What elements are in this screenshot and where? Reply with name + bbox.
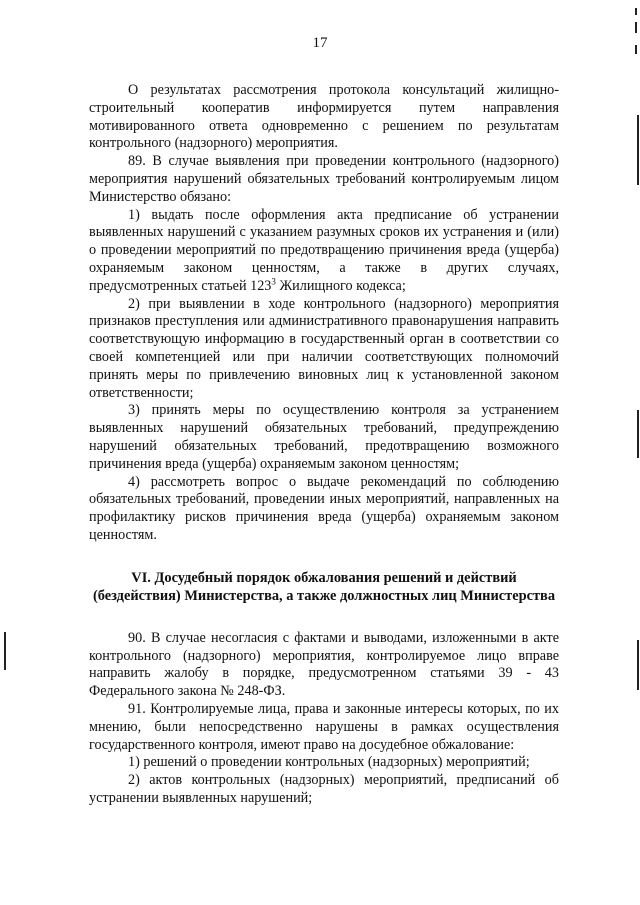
paragraph-89-item-1 [89,207,559,296]
section-heading: VI. Досудебный порядок обжалования решений и действий (бездействия) Министерства, а также должностных лиц Министерства [92,569,556,605]
document-body [89,82,559,808]
paragraph-89-item-1-text: 1) выдать после оформления акта предписание об устранении выявленных нарушений с указанием разумных сроков их устранения и (или) о проведении мероприятий по предотвращению причинения вреда (ущерба) охраняемым законом ценностям, а также в других случаях, предусмотренных статьей 123 [89,206,559,294]
paragraph-89-item-3: 3) принять меры по осуществлению контроля за устранением выявленных нарушений обязательных требований, предупреждению нарушений обязательных требований, предотвращению возможного причинения вреда (ущерба) охраняемым законом ценностям; [89,402,559,472]
paragraph-89-item-4: 4) рассмотреть вопрос о выдаче рекомендаций по соблюдению обязательных требований, проведении иных мероприятий, направленных на профилактику рисков причинения вреда (ущерба) охраняемым законом ценностям. [89,473,559,543]
scan-mark-top-right-2 [635,22,637,33]
scan-mark-right-edge-3 [637,640,639,690]
paragraph-89-item-1-tail: Жилищного кодекса; [275,277,406,294]
page-number: 17 [312,35,328,51]
scan-mark-top-right-3 [635,45,637,54]
scan-mark-left [4,632,6,670]
paragraph-91-item-2: 2) актов контрольных (надзорных) мероприятий, предписаний об устранении выявленных нарушений; [89,772,559,806]
paragraph-91-item-1: 1) решений о проведении контрольных (надзорных) мероприятий; [128,754,530,771]
paragraph-91: 91. Контролируемые лица, права и законные интересы которых, по их мнению, были непосредственно нарушены в рамках осуществления государственного контроля, имеют право на досудебное обжалование: [89,700,559,753]
paragraph-90: 90. В случае несогласия с фактами и выводами, изложенными в акте контрольного (надзорного) мероприятия, контролируемое лицо вправе направить жалобу в порядке, предусмотренном статьями 39 - 43 Федерального закона № 248-ФЗ. [89,629,559,700]
paragraph-consultation-result: О результатах рассмотрения протокола консультаций жилищно-строительный кооператив информируется путем направления мотивированного ответа одновременно с решением по результатам контрольного (надзорного) мероприятия. [89,82,559,152]
article-superscript: 3 [271,276,276,287]
paragraph-89-item-2: 2) при выявлении в ходе контрольного (надзорного) мероприятия признаков преступления или административного правонарушения направить соответствующую информацию в государственный орган в соответствии со своей компетенцией или при наличии соответствующих полномочий принять меры по привлечению виновных лиц к установленной законом ответственности; [89,295,559,401]
scan-mark-right-edge-2 [637,410,639,458]
scan-mark-top-right [635,8,637,15]
paragraph-89: 89. В случае выявления при проведении контрольного (надзорного) мероприятия нарушений обязательных требований контролируемым лицом Министерство обязано: [89,153,559,205]
scan-mark-right-edge [637,115,639,185]
